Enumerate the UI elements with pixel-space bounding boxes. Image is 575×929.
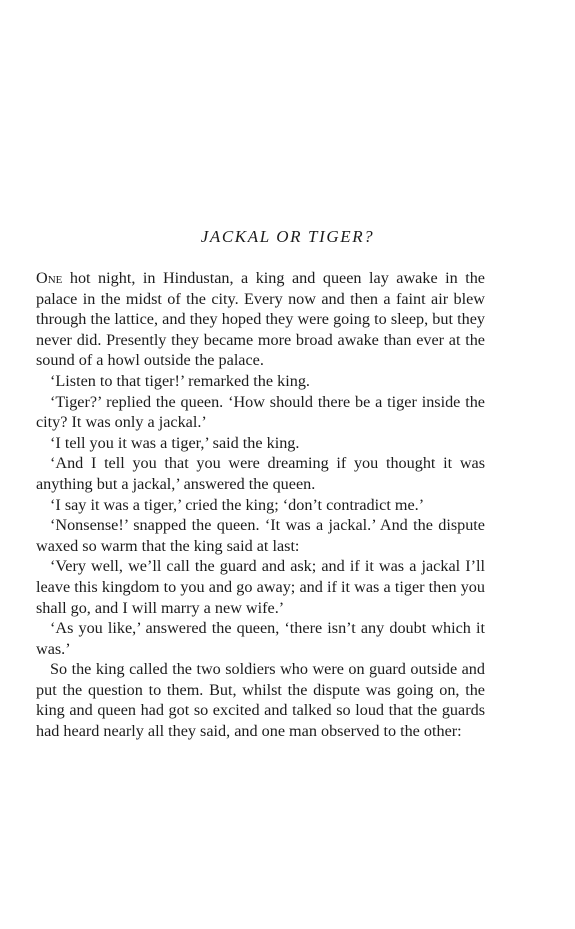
- paragraph-10: So the king called the two soldiers who were on guard outside and put the question to them. But, whilst the dispute was going on, the king and queen had got so excited and talked so loud that the guards had heard nearly all they said, and one man observed to the other:: [36, 660, 485, 741]
- chapter-title: JACKAL OR TIGER?: [200, 227, 375, 246]
- opening-word: One: [36, 269, 63, 287]
- paragraph-8: ‘Very well, we’ll call the guard and ask; and if it was a jackal I’ll leave this kingdom to you and go away; and if it was a tiger then you shall go, and I will marry a new wife.’: [36, 557, 485, 617]
- paragraph-9: ‘As you like,’ answered the queen, ‘there isn’t any doubt which it was.’: [36, 619, 485, 658]
- paragraph-2: ‘Listen to that tiger!’ remarked the king.: [50, 371, 310, 390]
- paragraph-7: ‘Nonsense!’ snapped the queen. ‘It was a jackal.’ And the dispute waxed so warm that the king said at last:: [36, 516, 485, 555]
- paragraph-5: ‘And I tell you that you were dreaming if you thought it was anything but a jackal,’ answered the queen.: [36, 454, 485, 493]
- paragraph-6: ‘I say it was a tiger,’ cried the king; ‘don’t contradict me.’: [50, 495, 425, 514]
- story-text: [36, 268, 485, 742]
- paragraph-1: [36, 268, 485, 371]
- paragraph-4: ‘I tell you it was a tiger,’ said the king.: [50, 433, 300, 452]
- paragraph-1-text: hot night, in Hindustan, a king and queen lay awake in the palace in the midst of the city. Every now and then a faint air blew through the lattice, and they hoped they were going to sleep, but they never did. Presently they became more broad awake than ever at the sound of a howl outside the palace.: [36, 269, 485, 370]
- paragraph-3: ‘Tiger?’ replied the queen. ‘How should there be a tiger inside the city? It was only a jackal.’: [36, 392, 485, 432]
